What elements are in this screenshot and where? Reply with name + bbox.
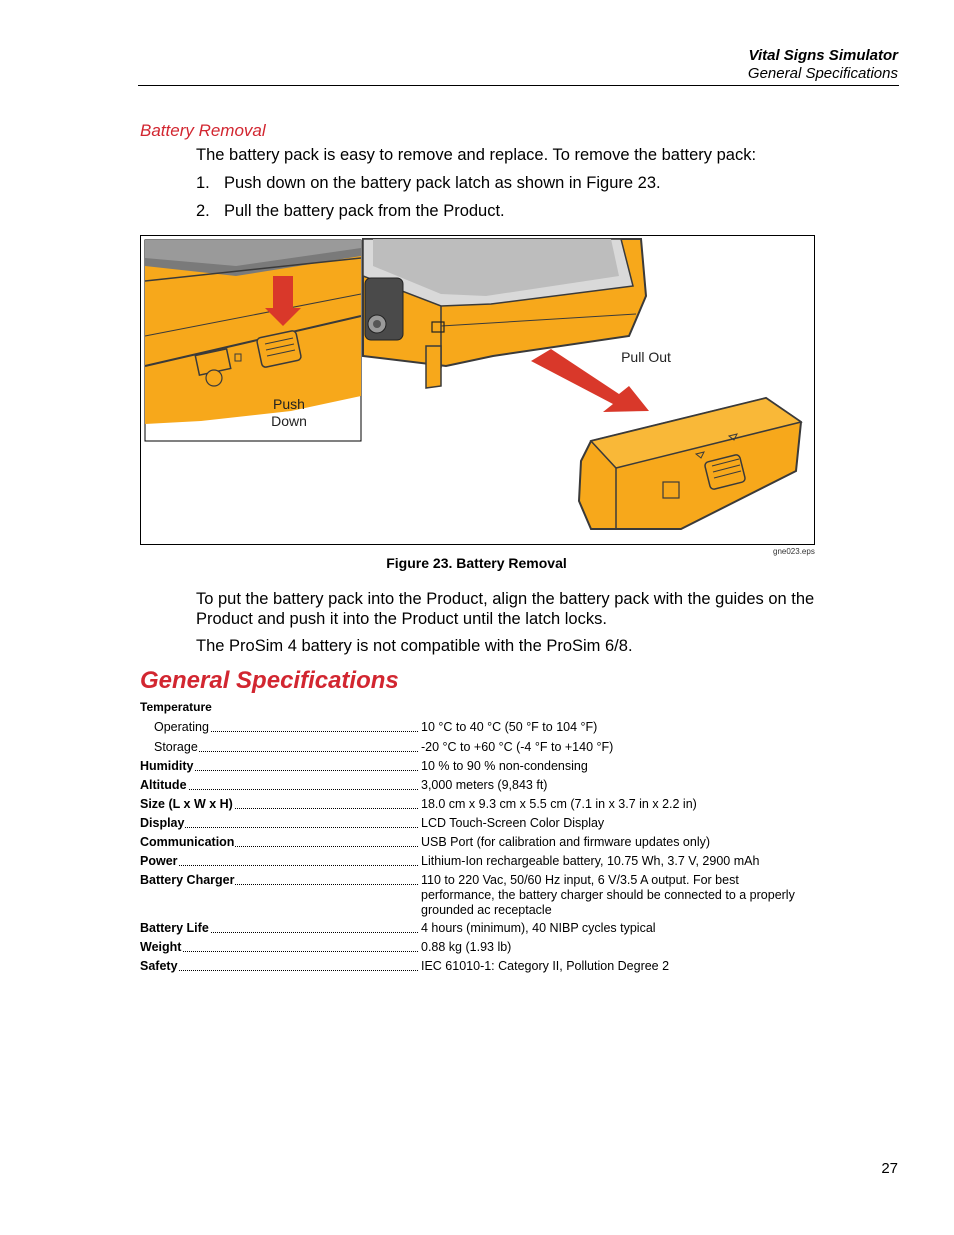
battery-removal-illustration	[141, 236, 814, 544]
spec-value: -20 °C to +60 °C (-4 °F to +140 °F)	[421, 740, 614, 754]
page-number: 27	[881, 1160, 898, 1177]
battery-removal-heading: Battery Removal	[140, 121, 266, 140]
battery-removal-figure	[140, 235, 815, 545]
spec-value: Lithium-Ion rechargeable battery, 10.75 Wh, 3.7 V, 2900 mAh	[421, 854, 760, 868]
temperature-label: Temperature	[140, 700, 212, 714]
spec-label: Display	[140, 816, 185, 830]
running-header-title: Vital Signs Simulator	[748, 47, 898, 64]
spec-label: Battery Life	[140, 921, 209, 935]
spec-label: Humidity	[140, 759, 194, 773]
spec-value: 3,000 meters (9,843 ft)	[421, 778, 548, 792]
spec-value: 10 % to 90 % non-condensing	[421, 759, 588, 773]
spec-label: Safety	[140, 959, 178, 973]
spec-value: 4 hours (minimum), 40 NIBP cycles typical	[421, 921, 656, 935]
step-1	[196, 173, 661, 193]
spec-value: 18.0 cm x 9.3 cm x 5.5 cm (7.1 in x 3.7 in x 2.2 in)	[421, 797, 697, 811]
spec-value: LCD Touch-Screen Color Display	[421, 816, 605, 830]
spec-value: USB Port (for calibration and firmware updates only)	[421, 835, 711, 849]
spec-value: 10 °C to 40 °C (50 °F to 104 °F)	[421, 720, 598, 734]
header-rule	[138, 85, 899, 86]
spec-label: Battery Charger	[140, 873, 235, 887]
spec-label: Altitude	[140, 778, 187, 792]
step-number: 1.	[196, 174, 210, 192]
spec-label: Operating	[154, 720, 209, 734]
spec-label: Storage	[154, 740, 198, 754]
step-2	[196, 201, 505, 221]
spec-value: IEC 61010-1: Category II, Pollution Degree 2	[421, 959, 670, 973]
device-body-illustration	[363, 239, 646, 388]
figure-caption: Figure 23. Battery Removal	[386, 555, 567, 571]
running-header-subtitle: General Specifications	[747, 65, 898, 82]
battery-pack-illustration	[579, 398, 801, 529]
step-text: Push down on the battery pack latch as shown in Figure 23.	[224, 174, 661, 192]
pull-out-label: Pull Out	[621, 349, 671, 365]
battery-intro-paragraph: The battery pack is easy to remove and replace. To remove the battery pack:	[196, 146, 757, 164]
spec-value: 0.88 kg (1.93 lb)	[421, 940, 512, 954]
spec-label: Weight	[140, 940, 182, 954]
general-specifications-heading: General Specifications	[140, 667, 399, 694]
reinstall-paragraph: To put the battery pack into the Product, align the battery pack with the guides on the Product and push it into the Product until the latch locks.	[196, 590, 815, 628]
figure-file-id: gne023.eps	[773, 547, 815, 556]
step-text: Pull the battery pack from the Product.	[224, 202, 505, 220]
compatibility-note: The ProSim 4 battery is not compatible with the ProSim 6/8.	[196, 637, 633, 655]
spec-label: Communication	[140, 835, 235, 849]
step-number: 2.	[196, 202, 210, 220]
spec-label: Power	[140, 854, 178, 868]
spec-value: 110 to 220 Vac, 50/60 Hz input, 6 V/3.5 A output. For best performance, the battery charger should be connected to a properly grounded ac receptacle	[421, 873, 795, 917]
push-down-label: Push Down	[271, 396, 307, 429]
spec-label: Size (L x W x H)	[140, 797, 233, 811]
push-down-inset-illustration	[145, 240, 361, 424]
